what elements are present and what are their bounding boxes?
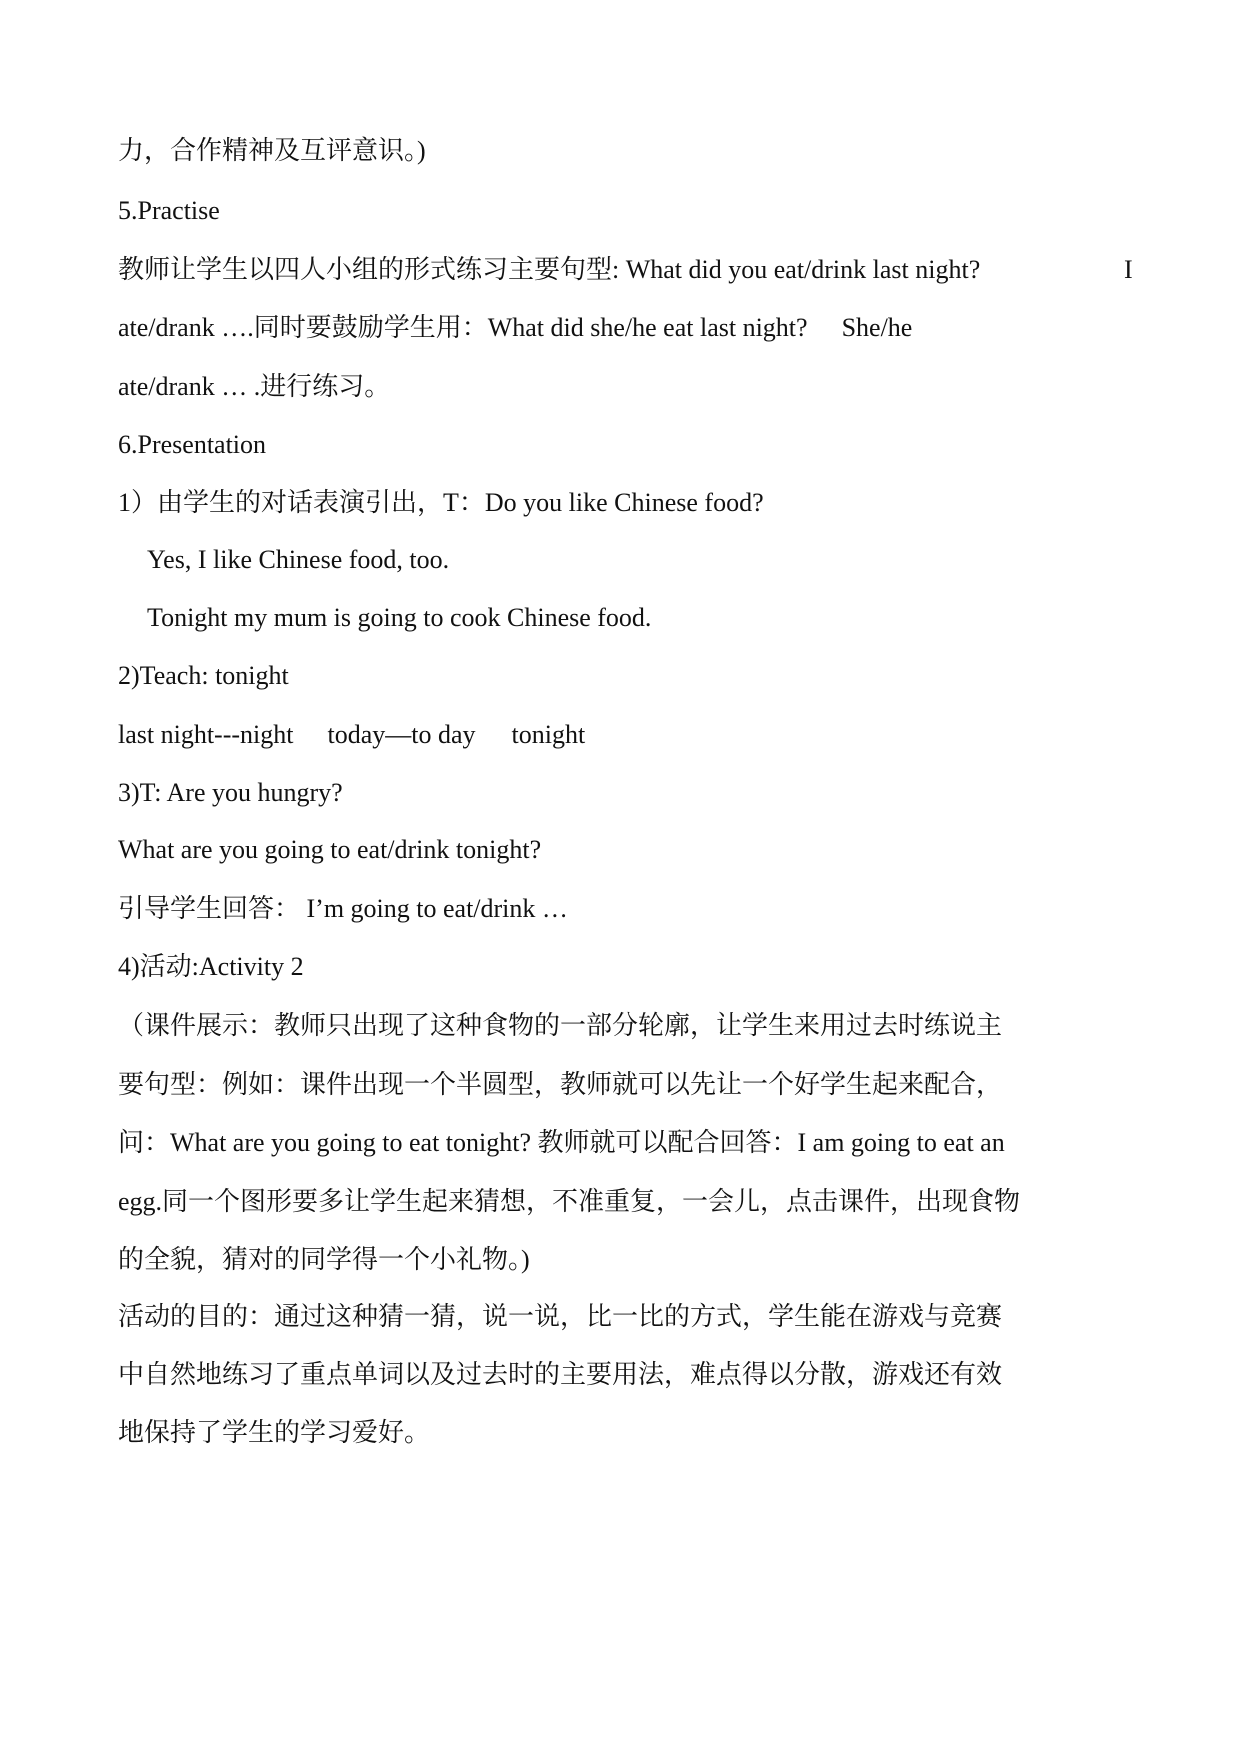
text-line-20: 的全貌，猜对的同学得一个小礼物。) xyxy=(118,1245,530,1274)
text-line-3-end: I xyxy=(1124,255,1133,284)
text-line-9: Tonight my mum is going to cook Chinese food. xyxy=(147,603,652,632)
text-line-1: 力，合作精神及互评意识。) xyxy=(118,136,426,165)
text-line-11 xyxy=(118,718,585,752)
text-line-14: 引导学生回答： I’m going to eat/drink … xyxy=(118,894,568,923)
text-line-12: 3)T: Are you hungry? xyxy=(118,778,343,807)
text-line-5: ate/drank … .进行练习。 xyxy=(118,372,391,401)
text-line-10: 2)Teach: tonight xyxy=(118,661,289,690)
text-line-7: 1）由学生的对话表演引出，T：Do you like Chinese food? xyxy=(118,488,764,517)
word-pair-2: today—to day xyxy=(327,720,476,749)
word-pair-3: tonight xyxy=(511,720,586,749)
text-line-4-end: She/he xyxy=(841,313,913,342)
text-line-4-main: ate/drank ….同时要鼓励学生用：What did she/he eat last night? xyxy=(118,313,808,342)
text-line-3 xyxy=(118,253,980,287)
word-pair-1: last night---night xyxy=(118,720,294,749)
text-line-22: 中自然地练习了重点单词以及过去时的主要用法，难点得以分散，游戏还有效 xyxy=(118,1360,1003,1389)
text-line-19: egg.同一个图形要多让学生起来猜想，不准重复，一会儿，点击课件，出现食物 xyxy=(118,1187,1021,1216)
section-heading-practise: 5.Practise xyxy=(118,196,220,225)
text-line-18: 问：What are you going to eat tonight? 教师就可以配合回答：I am going to eat an xyxy=(118,1128,1005,1157)
text-line-16: （课件展示：教师只出现了这种食物的一部分轮廓，让学生来用过去时练说主 xyxy=(118,1011,1003,1040)
section-heading-presentation: 6.Presentation xyxy=(118,430,267,459)
text-line-21: 活动的目的：通过这种猜一猜，说一说，比一比的方式，学生能在游戏与竞赛 xyxy=(118,1302,1003,1331)
text-line-8: Yes, I like Chinese food, too. xyxy=(147,545,450,574)
text-line-13: What are you going to eat/drink tonight? xyxy=(118,835,542,864)
text-line-3-main: 教师让学生以四人小组的形式练习主要句型: What did you eat/drink last night? xyxy=(118,255,981,284)
text-line-15: 4)活动:Activity 2 xyxy=(118,952,304,981)
text-line-23: 地保持了学生的学习爱好。 xyxy=(118,1418,431,1447)
text-line-4 xyxy=(118,311,912,345)
text-line-17: 要句型：例如：课件出现一个半圆型，教师就可以先让一个好学生起来配合， xyxy=(118,1070,1003,1099)
